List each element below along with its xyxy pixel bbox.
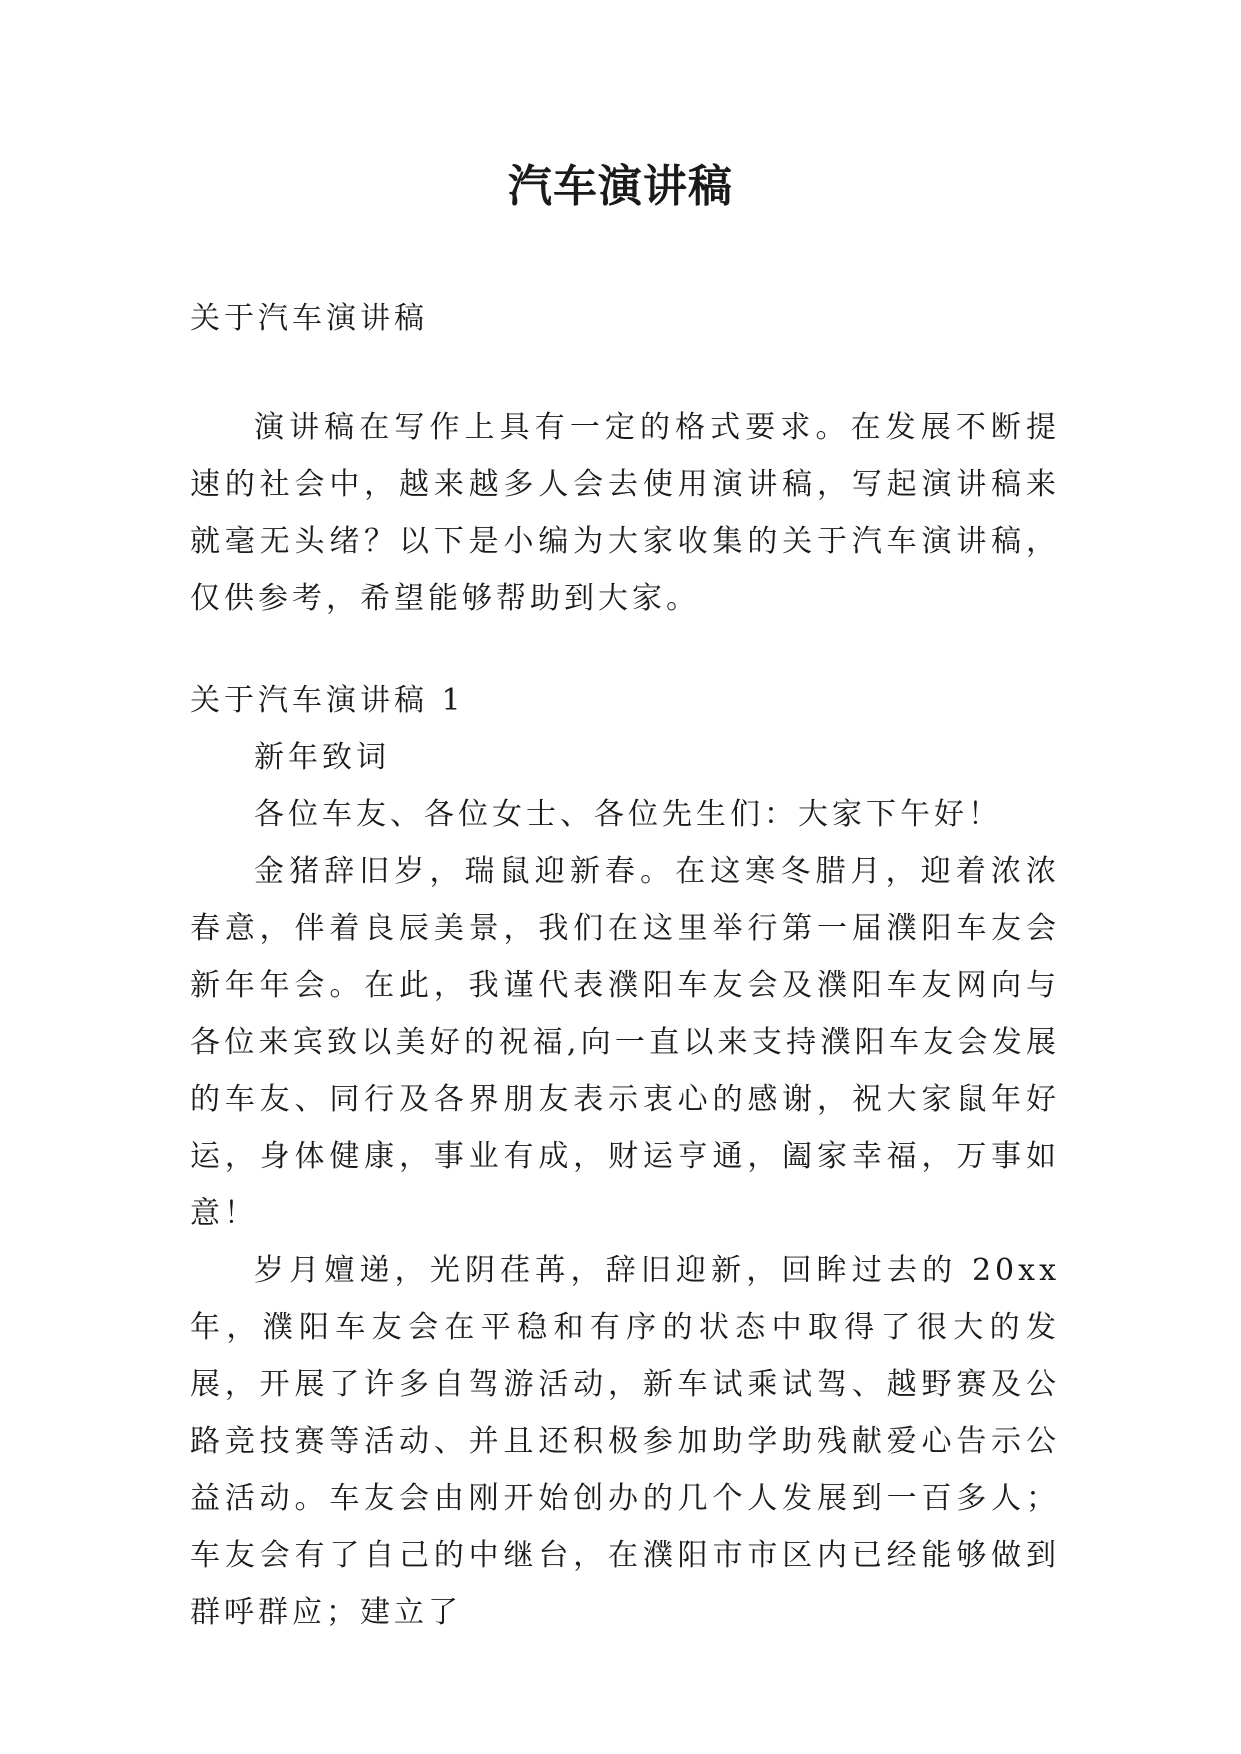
section-heading: 关于汽车演讲稿 1: [190, 683, 465, 718]
intro-paragraph: 演讲稿在写作上具有一定的格式要求。在发展不断提速的社会中，越来越多人会去使用演讲稿，写起演讲稿来就毫无头绪？以下是小编为大家收集的关于汽车演讲稿，仅供参考，希望能够帮助到大家。: [190, 410, 1060, 616]
salutation-paragraph: 各位车友、各位女士、各位先生们：大家下午好！: [254, 797, 1002, 832]
document-subtitle: 关于汽车演讲稿: [190, 301, 428, 336]
body-paragraph: 岁月嬗递，光阴荏苒，辞旧迎新，回眸过去的 20xx 年，濮阳车友会在平稳和有序的状态中取得了很大的发展，开展了许多自驾游活动，新车试乘试驾、越野赛及公路竞技赛等活动、并且还积极参加助学助残献爱心告示公益活动。车友会由刚开始创办的几个人发展到一百多人；车友会有了自己的中继台，在濮阳市市区内已经能够做到群呼群应；建立了: [190, 1253, 1060, 1630]
document-title: 汽车演讲稿: [508, 161, 733, 212]
greeting-title: 新年致词: [254, 740, 390, 775]
document-body: [190, 290, 1060, 1641]
body-paragraph: 金猪辞旧岁，瑞鼠迎新春。在这寒冬腊月，迎着浓浓春意，伴着良辰美景，我们在这里举行第一届濮阳车友会新年年会。在此，我谨代表濮阳车友会及濮阳车友网向与各位来宾致以美好的祝福,向一直以来支持濮阳车友会发展的车友、同行及各界朋友表示衷心的感谢，祝大家鼠年好运，身体健康，事业有成，财运亨通，阖家幸福，万事如意！: [190, 854, 1060, 1231]
